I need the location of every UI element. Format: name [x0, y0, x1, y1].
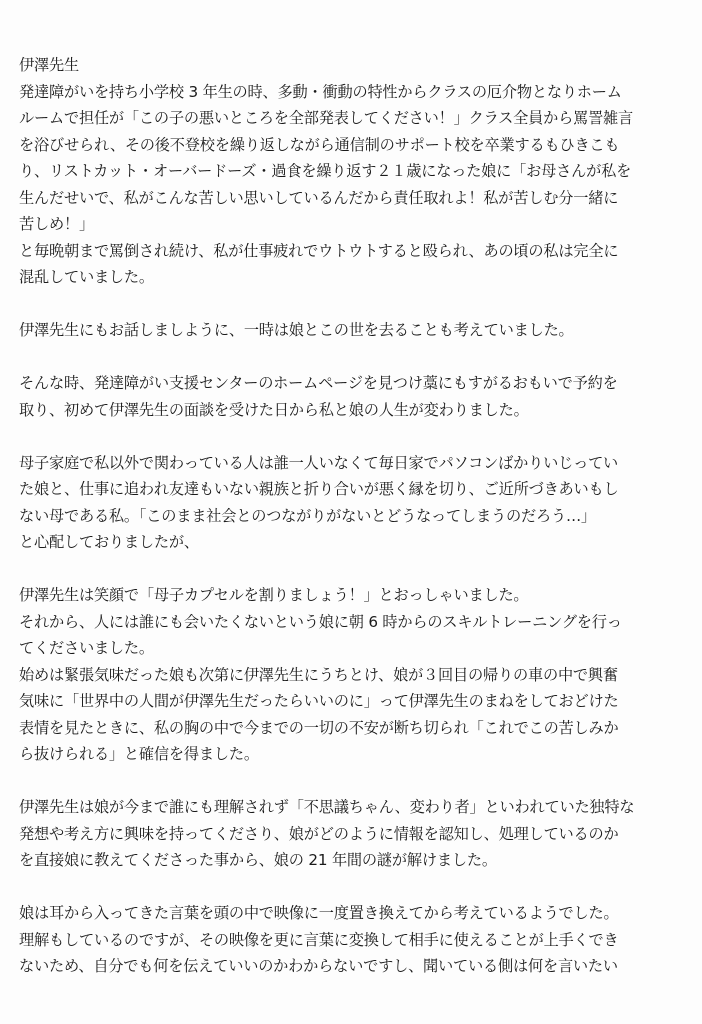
text-line: 生んだせいで、私がこんな苦しい思いしているんだから責任取れよ！私が苦しむ分一緒に	[19, 188, 619, 207]
text-line: ない母である私。「このまま社会とのつながりがないとどうなってしまうのだろう…」	[19, 506, 596, 525]
text-line: ないため、自分でも何を伝えていいのかわからないですし、聞いている側は何を言いたい	[19, 957, 618, 975]
text-line: 母子家庭で私以外で関わっている人は誰一人いなくて毎日家でパソコンばかりいじってい	[19, 453, 619, 472]
text-line: 表情を見たときに、私の胸の中で今までの一切の不安が断ち切られ「これでこの苦しみか	[19, 718, 619, 737]
text-line: 娘は耳から入ってきた言葉を頭の中で映像に一度置き換えてから考えているようでした。	[19, 904, 619, 922]
text-line: を直接娘に教えてくださった事から、娘の 21 年間の謎が解けました。	[19, 851, 497, 869]
text-line: 気味に「世界中の人間が伊澤先生だったらいいのに」って伊澤先生のまねをしておどけた	[19, 692, 619, 710]
text-line: 伊澤先生は笑顔で「母子カプセルを割りましょう！」とおっしゃいました。	[19, 586, 529, 604]
paragraph-gap	[19, 291, 689, 318]
text-line: 混乱していました。	[19, 268, 154, 286]
text-line: 発想や考え方に興味を持ってくださり、娘がどのように情報を認知し、処理しているのか	[19, 824, 619, 843]
text-line: 伊澤先生は娘が今まで誰にも理解されず「不思議ちゃん、変わり者」といわれていた独特な	[19, 798, 635, 816]
letter-salutation: 伊澤先生	[19, 56, 79, 74]
text-line: 始めは緊張気味だった娘も次第に伊澤先生にうちとけ、娘が３回目の帰りの車の中で興奮	[19, 665, 618, 684]
text-line: 発達障がいを持ち小学校 3 年生の時、多動・衝動の特性からクラスの厄介物となりホーム	[19, 82, 622, 101]
text-line: そんな時、発達障がい支援センターのホームページを見つけ藁にもすがるおもいで予約を	[19, 374, 618, 392]
paragraph-gap	[19, 768, 689, 795]
text-line: を浴びせられ、その後不登校を繰り返しながら通信制のサポート校を卒業するもひきこも	[19, 135, 620, 154]
paragraph-gap	[19, 556, 689, 583]
text-line: た娘と、仕事に追われ友達もいない親族と折り合いが悪く縁を切り、ご近所づきあいもし	[19, 480, 619, 498]
text-line: と心配しておりましたが、	[19, 533, 199, 551]
paragraph-gap	[19, 423, 689, 450]
text-line: り、リストカット・オーバードーズ・過食を繰り返す２１歳になった娘に「お母さんが私を	[19, 162, 632, 180]
text-line: ら抜けられる」と確信を得ました。	[19, 745, 259, 763]
paragraph-gap	[19, 344, 689, 371]
text-line: 取り、初めて伊澤先生の面談を受けた日から私と娘の人生が変わりました。	[19, 400, 529, 419]
text-line: それから、人には誰にも会いたくないという娘に朝 6 時からのスキルトレーニングを行っ	[19, 612, 622, 631]
text-line: ルームで担任が「この子の悪いところを全部発表してください！」クラス全員から罵詈雑言	[19, 109, 634, 127]
letter-body	[19, 52, 689, 980]
text-line: と毎晩朝まで罵倒され続け、私が仕事疲れでウトウトすると殴られ、あの頃の私は完全に	[19, 241, 619, 260]
text-line: 苦しめ！」	[19, 215, 94, 233]
text-line: てくださいました。	[19, 639, 154, 657]
text-line: 伊澤先生にもお話しましように、一時は娘とこの世を去ることも考えていました。	[19, 321, 574, 339]
text-line: 理解もしているのですが、その映像を更に言葉に変換して相手に使えることが上手くでき	[19, 930, 619, 949]
paragraph-gap	[19, 874, 689, 901]
